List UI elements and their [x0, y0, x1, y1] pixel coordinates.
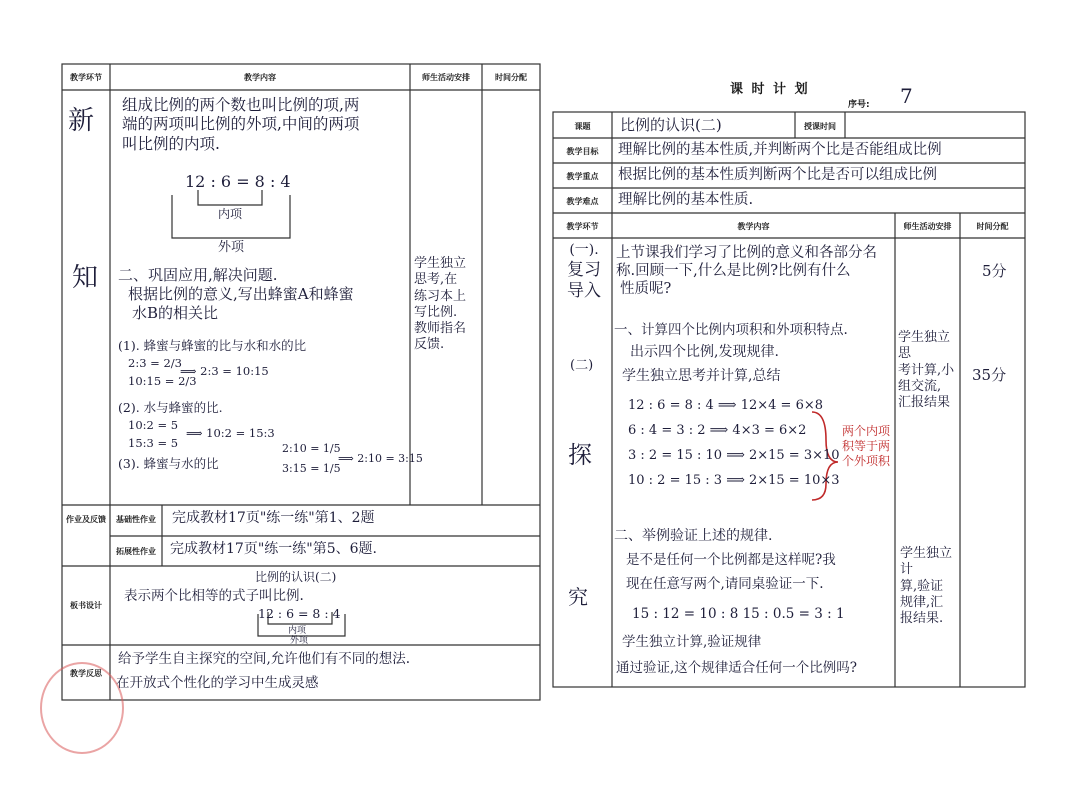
- explore-line: 是不是任何一个比例都是这样呢?我: [626, 552, 836, 568]
- topic-label: 课题: [574, 122, 591, 131]
- stage-part: 导入: [567, 280, 601, 301]
- right-header-content: 教学内容: [737, 222, 770, 231]
- diagram-inner-label: 内项: [218, 207, 243, 221]
- activity-line: 反馈.: [414, 337, 445, 353]
- new-knowledge-text: [122, 96, 407, 154]
- key-label: 教学重点: [566, 172, 599, 181]
- review-line: 称.回顾一下,什么是比例?比例有什么: [616, 263, 851, 280]
- left-header-time: 时间分配: [495, 73, 527, 82]
- activity-line: 学生独立计: [900, 546, 953, 578]
- explore-line: 通过验证,这个规律适合任何一个比例吗?: [616, 660, 858, 676]
- explore-activity2: [900, 546, 960, 627]
- red-note-line: 个外项积: [842, 454, 891, 468]
- explore-title2: 二、举例验证上述的规律.: [614, 528, 773, 544]
- diagram-ratio: 12 : 6 = 8 : 4: [185, 172, 291, 191]
- explore-line: 学生独立思考并计算,总结: [622, 368, 781, 384]
- difficulty-value: 理解比例的基本性质.: [618, 192, 754, 208]
- homework-row-label: 作业及反馈: [66, 515, 106, 524]
- right-header-time: 时间分配: [976, 222, 1009, 231]
- calc-row: 10 : 2 = 15 : 3 ⟹ 2×15 = 10×3: [628, 473, 840, 488]
- goal-value: 理解比例的基本性质,并判断两个比是否能组成比例: [618, 142, 942, 158]
- q3-text: (3). 蜂蜜与水的比: [118, 456, 219, 471]
- left-header-content: 教学内容: [244, 73, 276, 82]
- explore-time: 35分: [972, 366, 1007, 384]
- goal-label: 教学目标: [566, 147, 599, 156]
- reflection-line: 给予学生自主探究的空间,允许他们有不同的想法.: [118, 651, 411, 667]
- activity-line: 算,验证: [900, 578, 944, 594]
- content-line: 端的两项叫比例的外项,中间的两项: [122, 115, 360, 134]
- section2-title: 二、巩固应用,解决问题.: [118, 266, 278, 284]
- key-value: 根据比例的基本性质判断两个比是否可以组成比例: [618, 167, 937, 183]
- board-ratio: 12 : 6 = 8 : 4: [258, 606, 341, 621]
- serial-label: 序号:: [848, 100, 870, 110]
- board-outer-label: 外项: [290, 636, 309, 646]
- activity-line: 学生独立: [414, 256, 467, 271]
- explore-title1: 一、计算四个比例内项积和外项积特点.: [614, 322, 848, 338]
- activity-line: 练习本上: [414, 288, 467, 304]
- q2-work-b: 15:3 = 5: [128, 436, 179, 450]
- lesson-plan-title: 课 时 计 划: [730, 82, 810, 97]
- reflection-line: 在开放式个性化的学习中生成灵感: [116, 675, 319, 691]
- calc-row: 6 : 4 = 3 : 2 ⟹ 4×3 = 6×2: [628, 423, 807, 438]
- explore-stage-tan: 探: [568, 441, 592, 469]
- activity-line: 组交流,: [898, 378, 942, 394]
- q2-work-result: ⟹ 10:2 = 15:3: [186, 426, 275, 440]
- extend-homework-label: 拓展性作业: [116, 547, 156, 556]
- calc-row: 3 : 2 = 15 : 10 ⟹ 2×15 = 3×10: [628, 448, 840, 463]
- extend-homework-text: 完成教材17页"练一练"第5、6题.: [170, 541, 377, 557]
- q3-work-result: ⟹ 2:10 = 3:15: [338, 452, 423, 465]
- stage-part: 复习: [567, 259, 601, 280]
- board-design-label: 板书设计: [70, 601, 102, 610]
- date-label: 授课时间: [804, 122, 836, 131]
- example-ratios: 15 : 12 = 10 : 8 15 : 0.5 = 3 : 1: [632, 606, 845, 622]
- activity-line: 教师指名: [414, 321, 467, 336]
- review-line: 上节课我们学习了比例的意义和各部分名: [616, 245, 877, 261]
- explore-line: 出示四个比例,发现规律.: [630, 344, 779, 360]
- stage-label-xin: 新: [68, 106, 95, 136]
- difficulty-label: 教学难点: [566, 197, 599, 206]
- content-line: 叫比例的内项.: [122, 134, 220, 153]
- q2-work-a: 10:2 = 5: [128, 418, 179, 432]
- review-content: [616, 244, 894, 298]
- reflection-label: 教学反思: [70, 669, 102, 678]
- board-inner-label: 内项: [288, 626, 307, 636]
- board-text: 表示两个比相等的式子叫比例.: [124, 588, 304, 604]
- basic-homework-label: 基础性作业: [116, 515, 156, 524]
- red-annotation: [842, 424, 894, 469]
- left-header-stage: 教学环节: [70, 73, 102, 82]
- left-header-activity: 师生活动安排: [422, 73, 470, 82]
- topic-value: 比例的认识(二): [620, 116, 722, 134]
- board-title: 比例的认识(二): [255, 570, 337, 584]
- explore-line: 现在任意写两个,请同桌验证一下.: [626, 576, 824, 592]
- explore-line: 学生独立计算,验证规律: [622, 634, 762, 650]
- basic-homework-text: 完成教材17页"练一练"第1、2题: [172, 510, 375, 526]
- q3-work-a: 2:10 = 1/5: [282, 442, 341, 455]
- red-note-line: 积等于两: [842, 439, 891, 453]
- q1-work-result: ⟹ 2:3 = 10:15: [180, 364, 269, 378]
- review-line: 性质呢?: [620, 281, 672, 298]
- stage-label-zhi: 知: [72, 263, 99, 293]
- section2-block: [118, 266, 408, 322]
- q2-text: (2). 水与蜂蜜的比.: [118, 400, 223, 415]
- stage-part: (一).: [569, 242, 599, 258]
- review-time: 5分: [982, 262, 1007, 280]
- section2-line: 根据比例的意义,写出蜂蜜A和蜂蜜: [128, 284, 354, 303]
- activity-line: 汇报结果: [898, 395, 951, 410]
- explore-stage-jiu: 究: [568, 585, 588, 609]
- explore-stage-number: (二): [570, 358, 594, 373]
- activity-line: 学生独立思: [898, 330, 951, 362]
- q1-text: (1). 蜂蜜与蜂蜜的比与水和水的比: [118, 338, 307, 353]
- activity-line: 报结果.: [900, 611, 944, 626]
- serial-value: 7: [900, 84, 913, 108]
- right-header-activity: 师生活动安排: [903, 222, 952, 231]
- content-line: 组成比例的两个数也叫比例的项,两: [122, 96, 360, 114]
- q1-work-a: 2:3 = 2/3: [128, 356, 182, 370]
- activity-line: 思考,在: [414, 272, 458, 288]
- right-header-stage: 教学环节: [566, 222, 599, 231]
- review-stage-label: [566, 242, 602, 302]
- activity-line: 规律,汇: [900, 594, 944, 610]
- calc-row: 12 : 6 = 8 : 4 ⟹ 12×4 = 6×8: [628, 398, 823, 413]
- left-activity-notes: [414, 256, 480, 354]
- q1-work-b: 10:15 = 2/3: [128, 374, 197, 388]
- explore-activity1: [898, 330, 960, 411]
- q3-work-b: 3:15 = 1/5: [282, 462, 341, 475]
- diagram-outer-label: 外项: [218, 240, 245, 255]
- section2-line: 水B的相关比: [132, 303, 219, 322]
- activity-line: 写比例.: [414, 304, 458, 320]
- activity-line: 考计算,小: [898, 362, 955, 378]
- red-note-line: 两个内项: [842, 424, 891, 438]
